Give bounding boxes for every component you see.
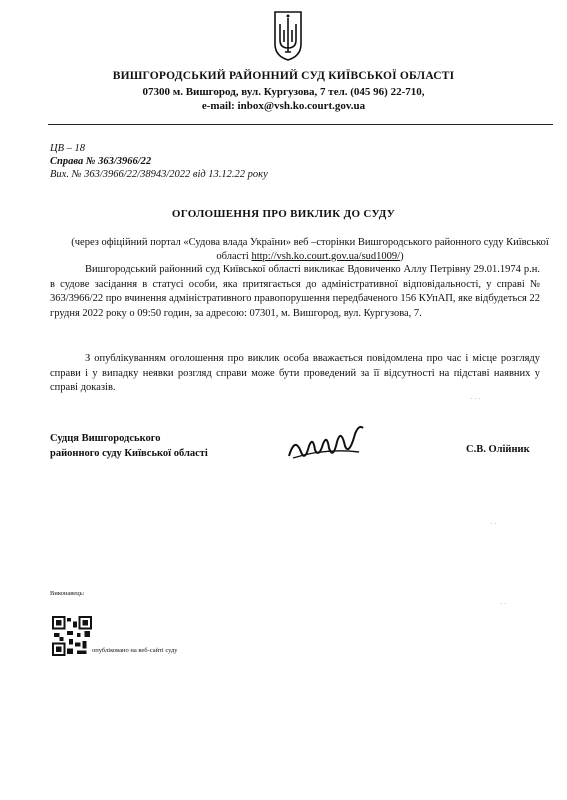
coat-of-arms-icon — [273, 10, 303, 62]
judge-title — [50, 432, 208, 461]
notice-paragraph-summons: Вишгородський районний суд Київської області викликає Вдовиченко Аллу Петрівну 29.01.1974 р.н. в судове засідання в статусі особи, яка притягається до адміністративної відповідальності, у справі № 363/3966/22 про вчинення адміністративного правопорушення передбаченого 156 КУпАП, яке відбудеться 22 грудня 2022 року о 09:50 годин, за адресою: 07301, м. Вишгород, вул. Кургузова, 7. — [50, 264, 540, 319]
subtitle-text: (через офіційний портал «Судова влада України» веб –сторінки Вишгородського районного суду Київської області — [71, 237, 549, 262]
subtitle-close: ) — [400, 251, 404, 262]
court-address: 07300 м. Вишгород, вул. Кургузова, 7 тел. (045 96) 22-710, — [142, 86, 425, 98]
handwritten-signature — [285, 418, 365, 466]
court-name: ВИШГОРОДСЬКИЙ РАЙОННИЙ СУД КИЇВСЬКОЇ ОБЛАСТІ — [112, 70, 455, 82]
case-number: Справа № 363/3966/22 — [50, 156, 152, 167]
scan-artifact: · · — [500, 600, 507, 608]
judge-title-line1: Судця Вишгородського — [50, 433, 161, 444]
document-code: ЦВ – 18 — [50, 143, 85, 154]
notice-paragraph-consequences: З опублікуванням оголошення про виклик особа вважається повідомлена про час і місце розгляду справи і у випадку неявки розгляд справи може бути проведений за її відсутності на підставі наявних у справі доказів. — [50, 353, 540, 393]
executor-label: Виконавець: — [50, 590, 85, 597]
court-portal-link[interactable]: http://vsh.ko.court.gov.ua/sud1009/ — [251, 251, 401, 262]
qr-code-icon — [52, 616, 92, 656]
judge-name: С.В. Олійник — [466, 444, 530, 455]
outgoing-number: Вих. № 363/3966/22/38943/2022 від 13.12.22 року — [50, 169, 268, 180]
court-email: e-mail: inbox@vsh.ko.court.gov.ua — [201, 100, 366, 112]
header-divider — [48, 124, 553, 125]
notice-title: ОГОЛОШЕННЯ ПРО ВИКЛИК ДО СУДУ — [171, 208, 396, 220]
judge-title-line2: районного суду Київської області — [50, 447, 208, 459]
scan-artifact: · · · — [470, 395, 481, 403]
notice-subtitle — [70, 236, 550, 264]
published-label: опубліковано на веб-сайті суду — [92, 647, 178, 654]
scan-artifact: · · — [490, 520, 497, 528]
